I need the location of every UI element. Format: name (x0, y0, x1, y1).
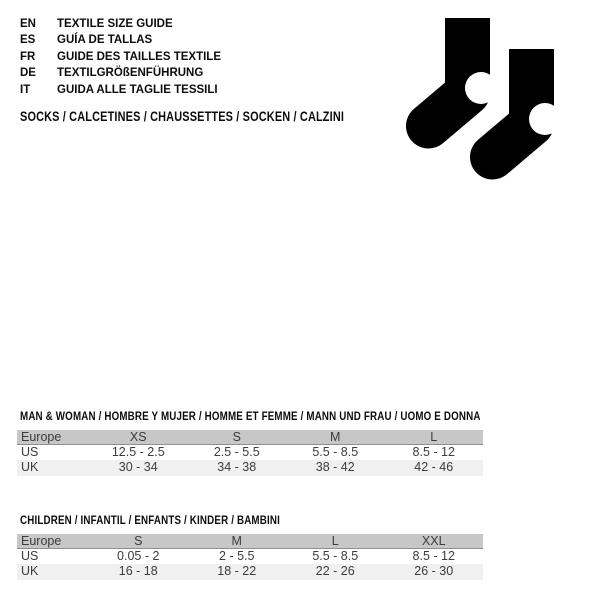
size-value: 2 - 5.5 (219, 548, 255, 563)
size-value: 30 - 34 (118, 460, 158, 474)
size-value: 42 - 46 (414, 460, 454, 474)
size-value: 8.5 - 12 (412, 548, 455, 563)
row-label: UK (21, 564, 39, 578)
column-header-size: L (385, 430, 484, 445)
size-value: 0.05 - 2 (117, 548, 160, 563)
language-row-fr (20, 49, 221, 65)
column-header-size: M (188, 534, 287, 549)
section-man-woman (17, 410, 483, 476)
size-value: 5.5 - 8.5 (312, 548, 359, 563)
size-table-children (17, 534, 483, 580)
table-row-us (17, 548, 483, 564)
language-row-en (20, 16, 221, 32)
column-header-region: Europe (17, 430, 89, 445)
column-header-size: XS (89, 430, 188, 445)
table-row-uk (17, 564, 483, 580)
size-value: 12.5 - 2.5 (111, 444, 165, 459)
size-value: 38 - 42 (315, 460, 355, 474)
language-row-de (20, 65, 221, 81)
size-value: 8.5 - 12 (412, 444, 455, 459)
table-row-us (17, 444, 483, 460)
section-children (17, 514, 483, 580)
language-code: EN (20, 18, 36, 30)
size-value: 16 - 18 (118, 564, 158, 578)
size-value: 5.5 - 8.5 (312, 444, 359, 459)
section-title-man-woman: MAN & WOMAN / HOMBRE Y MUJER / HOMME ET FEMME / MANN UND FRAU / UOMO E DONNA (20, 411, 481, 423)
column-header-size: XXL (385, 534, 484, 549)
table-header-row (17, 430, 483, 445)
size-value: 34 - 38 (217, 460, 257, 474)
language-row-it (20, 82, 221, 98)
language-label: GUIDA ALLE TAGLIE TESSILI (57, 83, 218, 96)
language-code: ES (20, 34, 36, 47)
socks-icon (400, 8, 570, 186)
size-table-man-woman (17, 430, 483, 476)
column-header-size: M (286, 430, 385, 445)
language-label: GUÍA DE TALLAS (57, 34, 153, 47)
language-label: TEXTILGRÖßENFÜHRUNG (57, 67, 204, 80)
size-value: 2.5 - 5.5 (213, 444, 260, 459)
category-heading: SOCKS / CALCETINES / CHAUSSETTES / SOCKEN / CALZINI (20, 108, 345, 124)
language-list (20, 16, 221, 98)
size-value: 18 - 22 (217, 564, 257, 578)
column-header-size: L (286, 534, 385, 549)
column-header-size: S (89, 534, 188, 549)
language-label: TEXTILE SIZE GUIDE (57, 18, 173, 30)
column-header-size: S (188, 430, 287, 445)
table-header-row (17, 534, 483, 549)
section-title-children: CHILDREN / INFANTIL / ENFANTS / KINDER / BAMBINI (20, 515, 280, 527)
language-row-es (20, 32, 221, 48)
column-header-region: Europe (17, 534, 89, 549)
size-value: 26 - 30 (414, 564, 454, 578)
row-label: UK (21, 460, 39, 474)
row-label: US (21, 548, 39, 563)
table-row-uk (17, 460, 483, 476)
language-label: GUIDE DES TAILLES TEXTILE (57, 50, 221, 63)
language-code: DE (20, 67, 36, 80)
size-value: 22 - 26 (315, 564, 355, 578)
language-code: IT (20, 83, 31, 96)
language-code: FR (20, 50, 36, 63)
row-label: US (21, 444, 39, 459)
